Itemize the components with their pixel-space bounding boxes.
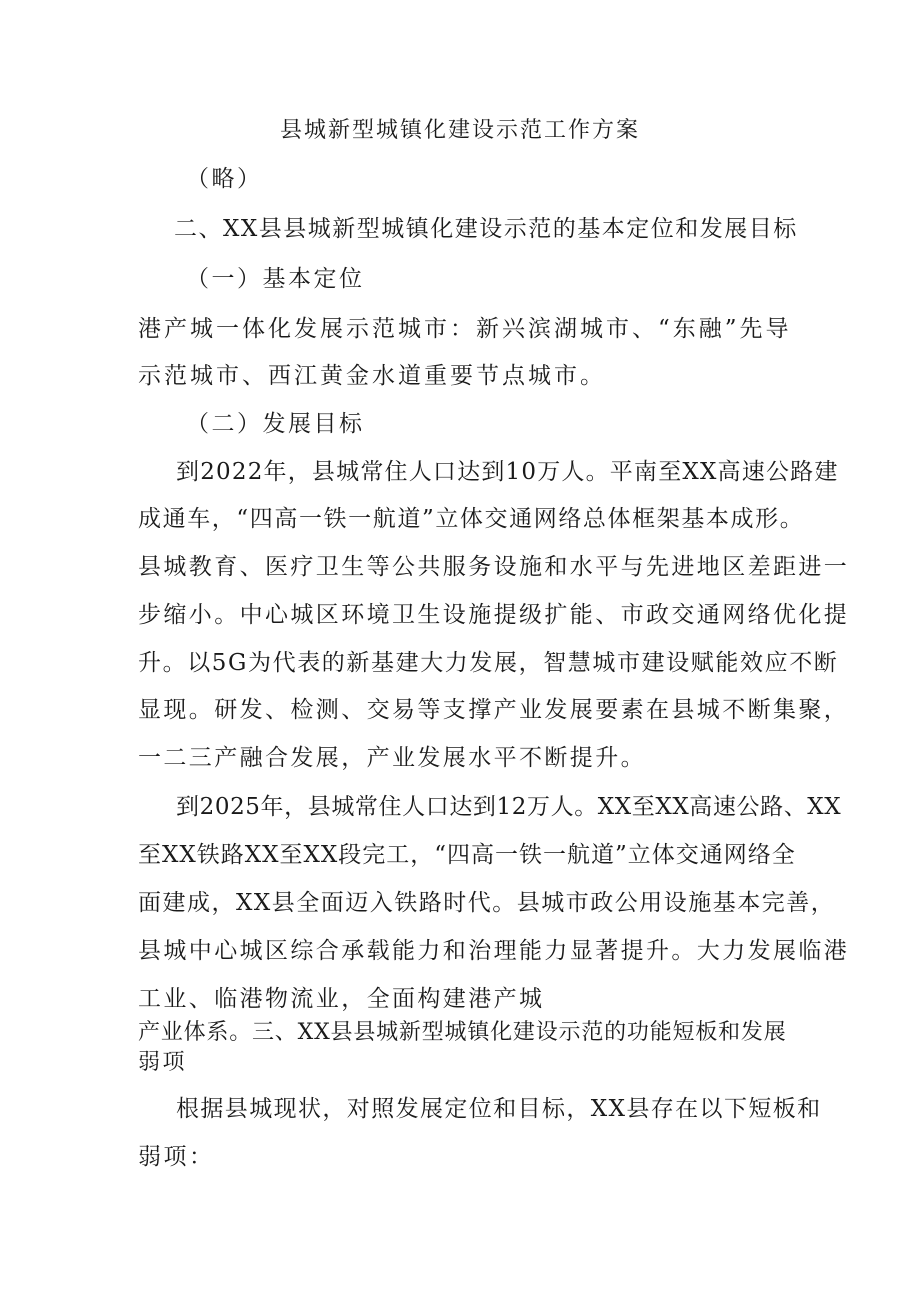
weakness-intro-line-1: 根据县城现状，对照发展定位和目标，XX县存在以下短板和 — [176, 1096, 822, 1122]
goal-2025-line-2: 至XX铁路XX至XX段完工，“四高一铁一航道”立体交通网络全 — [138, 842, 796, 868]
goal-2022-line-4: 步缩小。中心城区环境卫生设施提级扩能、市政交通网络优化提 — [138, 602, 850, 628]
section-3-line-1: 产业体系。三、XX县县城新型城镇化建设示范的功能短板和发展 — [138, 1020, 787, 1045]
goal-2022-line-7: 一二三产融合发展，产业发展水平不断提升。 — [138, 745, 646, 771]
positioning-line-1: 港产城一体化发展示范城市：新兴滨湖城市、“东融”先导 — [138, 316, 792, 342]
sub-heading-development-goals: （二）发展目标 — [186, 411, 365, 437]
goal-2025-line-4: 县城中心城区综合承载能力和治理能力显著提升。大力发展临港 — [138, 938, 850, 964]
document-title: 县城新型城镇化建设示范工作方案 — [279, 118, 640, 143]
goal-2025-line-3: 面建成，XX县全面迈入铁路时代。县城市政公用设施基本完善， — [138, 890, 836, 916]
goal-2022-line-3: 县城教育、医疗卫生等公共服务设施和水平与先进地区差距进一 — [138, 554, 850, 580]
positioning-line-2: 示范城市、西江黄金水道重要节点城市。 — [138, 363, 606, 389]
goal-2025-line-1: 到2025年，县城常住人口达到12万人。XX至XX高速公路、XX — [176, 794, 842, 820]
section-2-heading: 二、XX县县城新型城镇化建设示范的基本定位和发展目标 — [174, 216, 798, 242]
goal-2022-line-6: 显现。研发、检测、交易等支撑产业发展要素在县城不断集聚， — [138, 697, 850, 723]
goal-2022-line-5: 升。以5G为代表的新基建大力发展，智慧城市建设赋能效应不断 — [138, 650, 839, 676]
omitted-marker: （略） — [186, 166, 263, 192]
section-3-line-2: 弱项 — [138, 1050, 188, 1075]
goal-2022-line-2: 成通车，“四高一铁一航道”立体交通网络总体框架基本成形。 — [138, 506, 805, 532]
sub-heading-basic-positioning: （一）基本定位 — [186, 266, 365, 292]
goal-2025-line-5: 工业、临港物流业，全面构建港产城 — [138, 986, 545, 1012]
weakness-intro-line-2: 弱项： — [138, 1144, 215, 1170]
goal-2022-line-1: 到2022年，县城常住人口达到10万人。平南至XX高速公路建 — [176, 459, 839, 485]
